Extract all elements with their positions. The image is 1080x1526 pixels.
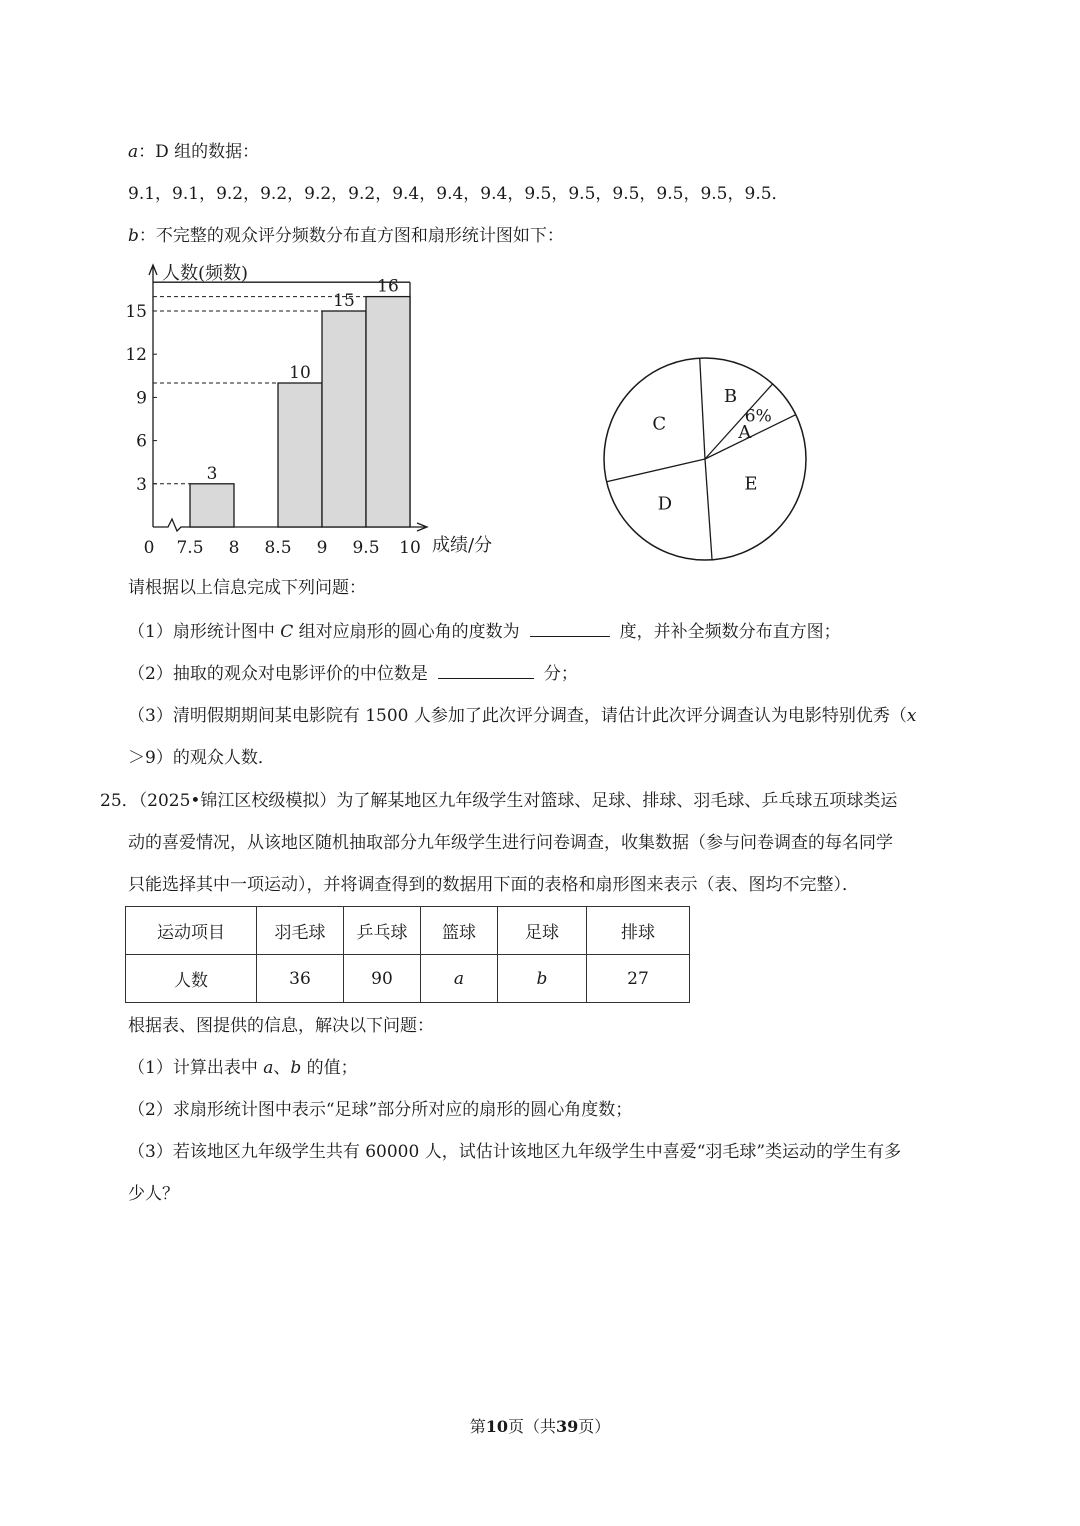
table-row <box>126 955 690 1003</box>
data-a-values: 9.1，9.1，9.2，9.2，9.2，9.2，9.4，9.4，9.4，9.5，9.5，9.5，9.5，9.5，9.5． <box>128 184 789 204</box>
pie-slice-label: C <box>652 413 667 435</box>
table-cell: 90 <box>344 955 421 1003</box>
table-header-cell: 乒乓球 <box>344 907 421 955</box>
table-header-row <box>126 907 690 955</box>
table-header-cell: 排球 <box>587 907 690 955</box>
q25-stem-line2: 动的喜爱情况，从该地区随机抽取部分九年级学生进行问卷调查，收集数据（参与问卷调查的每名同学 <box>128 833 893 853</box>
pie-slice-label: A <box>738 422 752 444</box>
bar-value-label: 10 <box>289 363 311 383</box>
bar-value-label: 3 <box>206 463 218 484</box>
y-axis-label: 人数(频数) <box>162 263 249 284</box>
answer-blank-angle[interactable] <box>530 620 610 637</box>
histogram-bar <box>366 297 410 527</box>
data-a-heading: a：D 组的数据： <box>128 142 260 162</box>
x-tick-label: 7.5 <box>176 538 204 558</box>
data-b-heading: b：不完整的观众评分频数分布直方图和扇形统计图如下： <box>128 226 564 246</box>
x-tick-label: 8 <box>228 538 240 558</box>
histogram-bar <box>190 484 234 527</box>
bar-value-label: 15 <box>333 291 355 311</box>
page-footer: 第10页（共39页） <box>469 1417 611 1436</box>
table-cell: 27 <box>587 955 690 1003</box>
table-cell: 36 <box>257 955 344 1003</box>
q25-stem-line3: 只能选择其中一项运动），并将调查得到的数据用下面的表格和扇形图来表示（表、图均不完整）． <box>128 875 859 895</box>
x-tick-label: 9.5 <box>352 538 380 558</box>
q25-part2: （2）求扇形统计图中表示“足球”部分所对应的扇形的圆心角度数； <box>128 1100 633 1120</box>
q25-stem-line1: 25．（2025•锦江区校级模拟）为了解某地区九年级学生对篮球、足球、排球、羽毛球、乒乓球五项球类运 <box>100 791 898 811</box>
q24-part3-line2: ＞9）的观众人数． <box>128 748 275 768</box>
sports-table <box>125 906 690 1003</box>
x-tick-label: 10 <box>399 538 421 558</box>
x-tick-label: 0 <box>143 538 155 558</box>
histogram <box>120 255 520 565</box>
q24-part2: （2）抽取的观众对电影评价的中位数是 分； <box>128 664 578 684</box>
page-total: 39 <box>556 1417 579 1436</box>
table-header-cell: 羽毛球 <box>257 907 344 955</box>
pie-slice-label: E <box>744 473 758 495</box>
q25-part1: （1）计算出表中 a、b 的值； <box>128 1058 358 1078</box>
table-header-cell: 运动项目 <box>126 907 257 955</box>
y-tick-label: 3 <box>136 474 147 495</box>
table-header-cell: 足球 <box>498 907 587 955</box>
y-tick-label: 15 <box>125 302 147 322</box>
q25-part3-line1: （3）若该地区九年级学生共有 60000 人，试估计该地区九年级学生中喜爱“羽毛球”类运动的学生有多 <box>128 1142 902 1162</box>
x-tick-label: 9 <box>316 538 328 558</box>
answer-blank-median[interactable] <box>438 662 534 679</box>
q24-part3-line1: （3）清明假期期间某电影院有 1500 人参加了此次评分调查，请估计此次评分调查认为电影特别优秀（x <box>128 706 917 726</box>
y-tick-label: 6 <box>136 431 147 452</box>
pie-slice-label: B <box>723 385 738 407</box>
table-cell: 人数 <box>126 955 257 1003</box>
pie-chart <box>595 355 815 565</box>
table-cell: a <box>421 955 498 1003</box>
pie-slice-label: D <box>657 493 673 515</box>
x-axis-label: 成绩/分 <box>432 535 493 556</box>
table-header-cell: 篮球 <box>421 907 498 955</box>
histogram-bar <box>278 383 322 527</box>
bar-value-label: 16 <box>377 276 399 297</box>
histogram-bar <box>322 311 366 527</box>
table-cell: b <box>498 955 587 1003</box>
q24-prompt: 请根据以上信息完成下列问题： <box>128 578 366 598</box>
q25-part3-line2: 少人？ <box>128 1184 179 1204</box>
x-tick-label: 8.5 <box>264 538 292 558</box>
y-tick-label: 12 <box>125 345 147 366</box>
q25-prompt: 根据表、图提供的信息，解决以下问题： <box>128 1016 434 1036</box>
page-number: 10 <box>485 1417 508 1436</box>
pie-slice-percent: 6% <box>744 406 772 427</box>
q24-part1: （1）扇形统计图中 C 组对应扇形的圆心角的度数为 度，并补全频数分布直方图； <box>128 622 841 642</box>
y-tick-label: 9 <box>136 388 147 409</box>
